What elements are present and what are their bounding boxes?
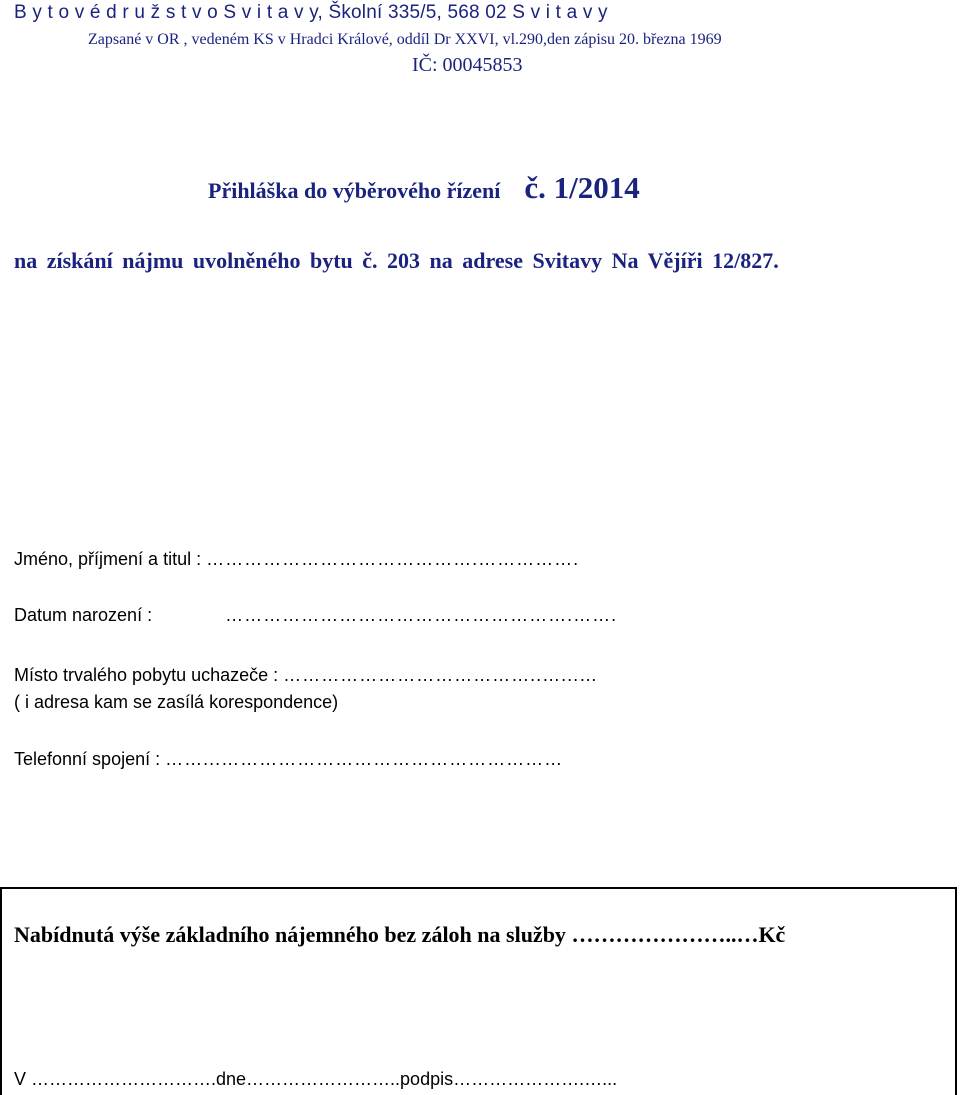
offer-dots: …………………..… [571,922,759,947]
birth-date-field[interactable] [14,605,617,626]
address-label: Místo trvalého pobytu uchazeče : [14,665,279,685]
form-title-number: č. 1/2014 [524,170,640,205]
offer-box [0,887,957,1095]
offer-unit: Kč [758,922,786,947]
form-title-main: Přihláška do výběrového řízení [208,178,501,203]
name-field[interactable] [14,549,579,570]
phone-field[interactable] [14,749,563,770]
name-label: Jméno, příjmení a titul : [14,549,202,569]
birth-date-dots: ……………………………………………….……. [225,605,618,625]
phone-label: Telefonní spojení : [14,749,161,769]
company-id: IČ: 00045853 [412,54,523,76]
signature-line[interactable]: V ………………………….dne……………………..podpis………………….…... [14,1069,618,1089]
cooperative-name: B y t o v é d r u ž s t v o S v i t a v y, Školní 335/5, 568 02 S v i t a v y [14,2,608,23]
phone-dots: ……...……………………………………………… [165,749,564,769]
form-subtitle: na získání nájmu uvolněného bytu č. 203 na adrese Svitavy Na Vějíři 12/827. [14,248,779,273]
registration-info: Zapsané v OR , vedeném KS v Hradci Králové, oddíl Dr XXVI, vl.290,den zápisu 20. března 1969 [88,31,722,48]
address-field[interactable] [14,665,598,686]
birth-date-label: Datum narození : [14,605,153,625]
name-dots: …………………………………….……………. [206,549,580,569]
offer-line[interactable] [14,922,785,948]
address-note: ( i adresa kam se zasílá korespondence) [14,692,339,712]
address-dots: …………………………………..…...… [283,665,599,685]
offer-label: Nabídnutá výše základního nájemného bez záloh na služby [14,922,566,947]
form-title [208,170,640,206]
